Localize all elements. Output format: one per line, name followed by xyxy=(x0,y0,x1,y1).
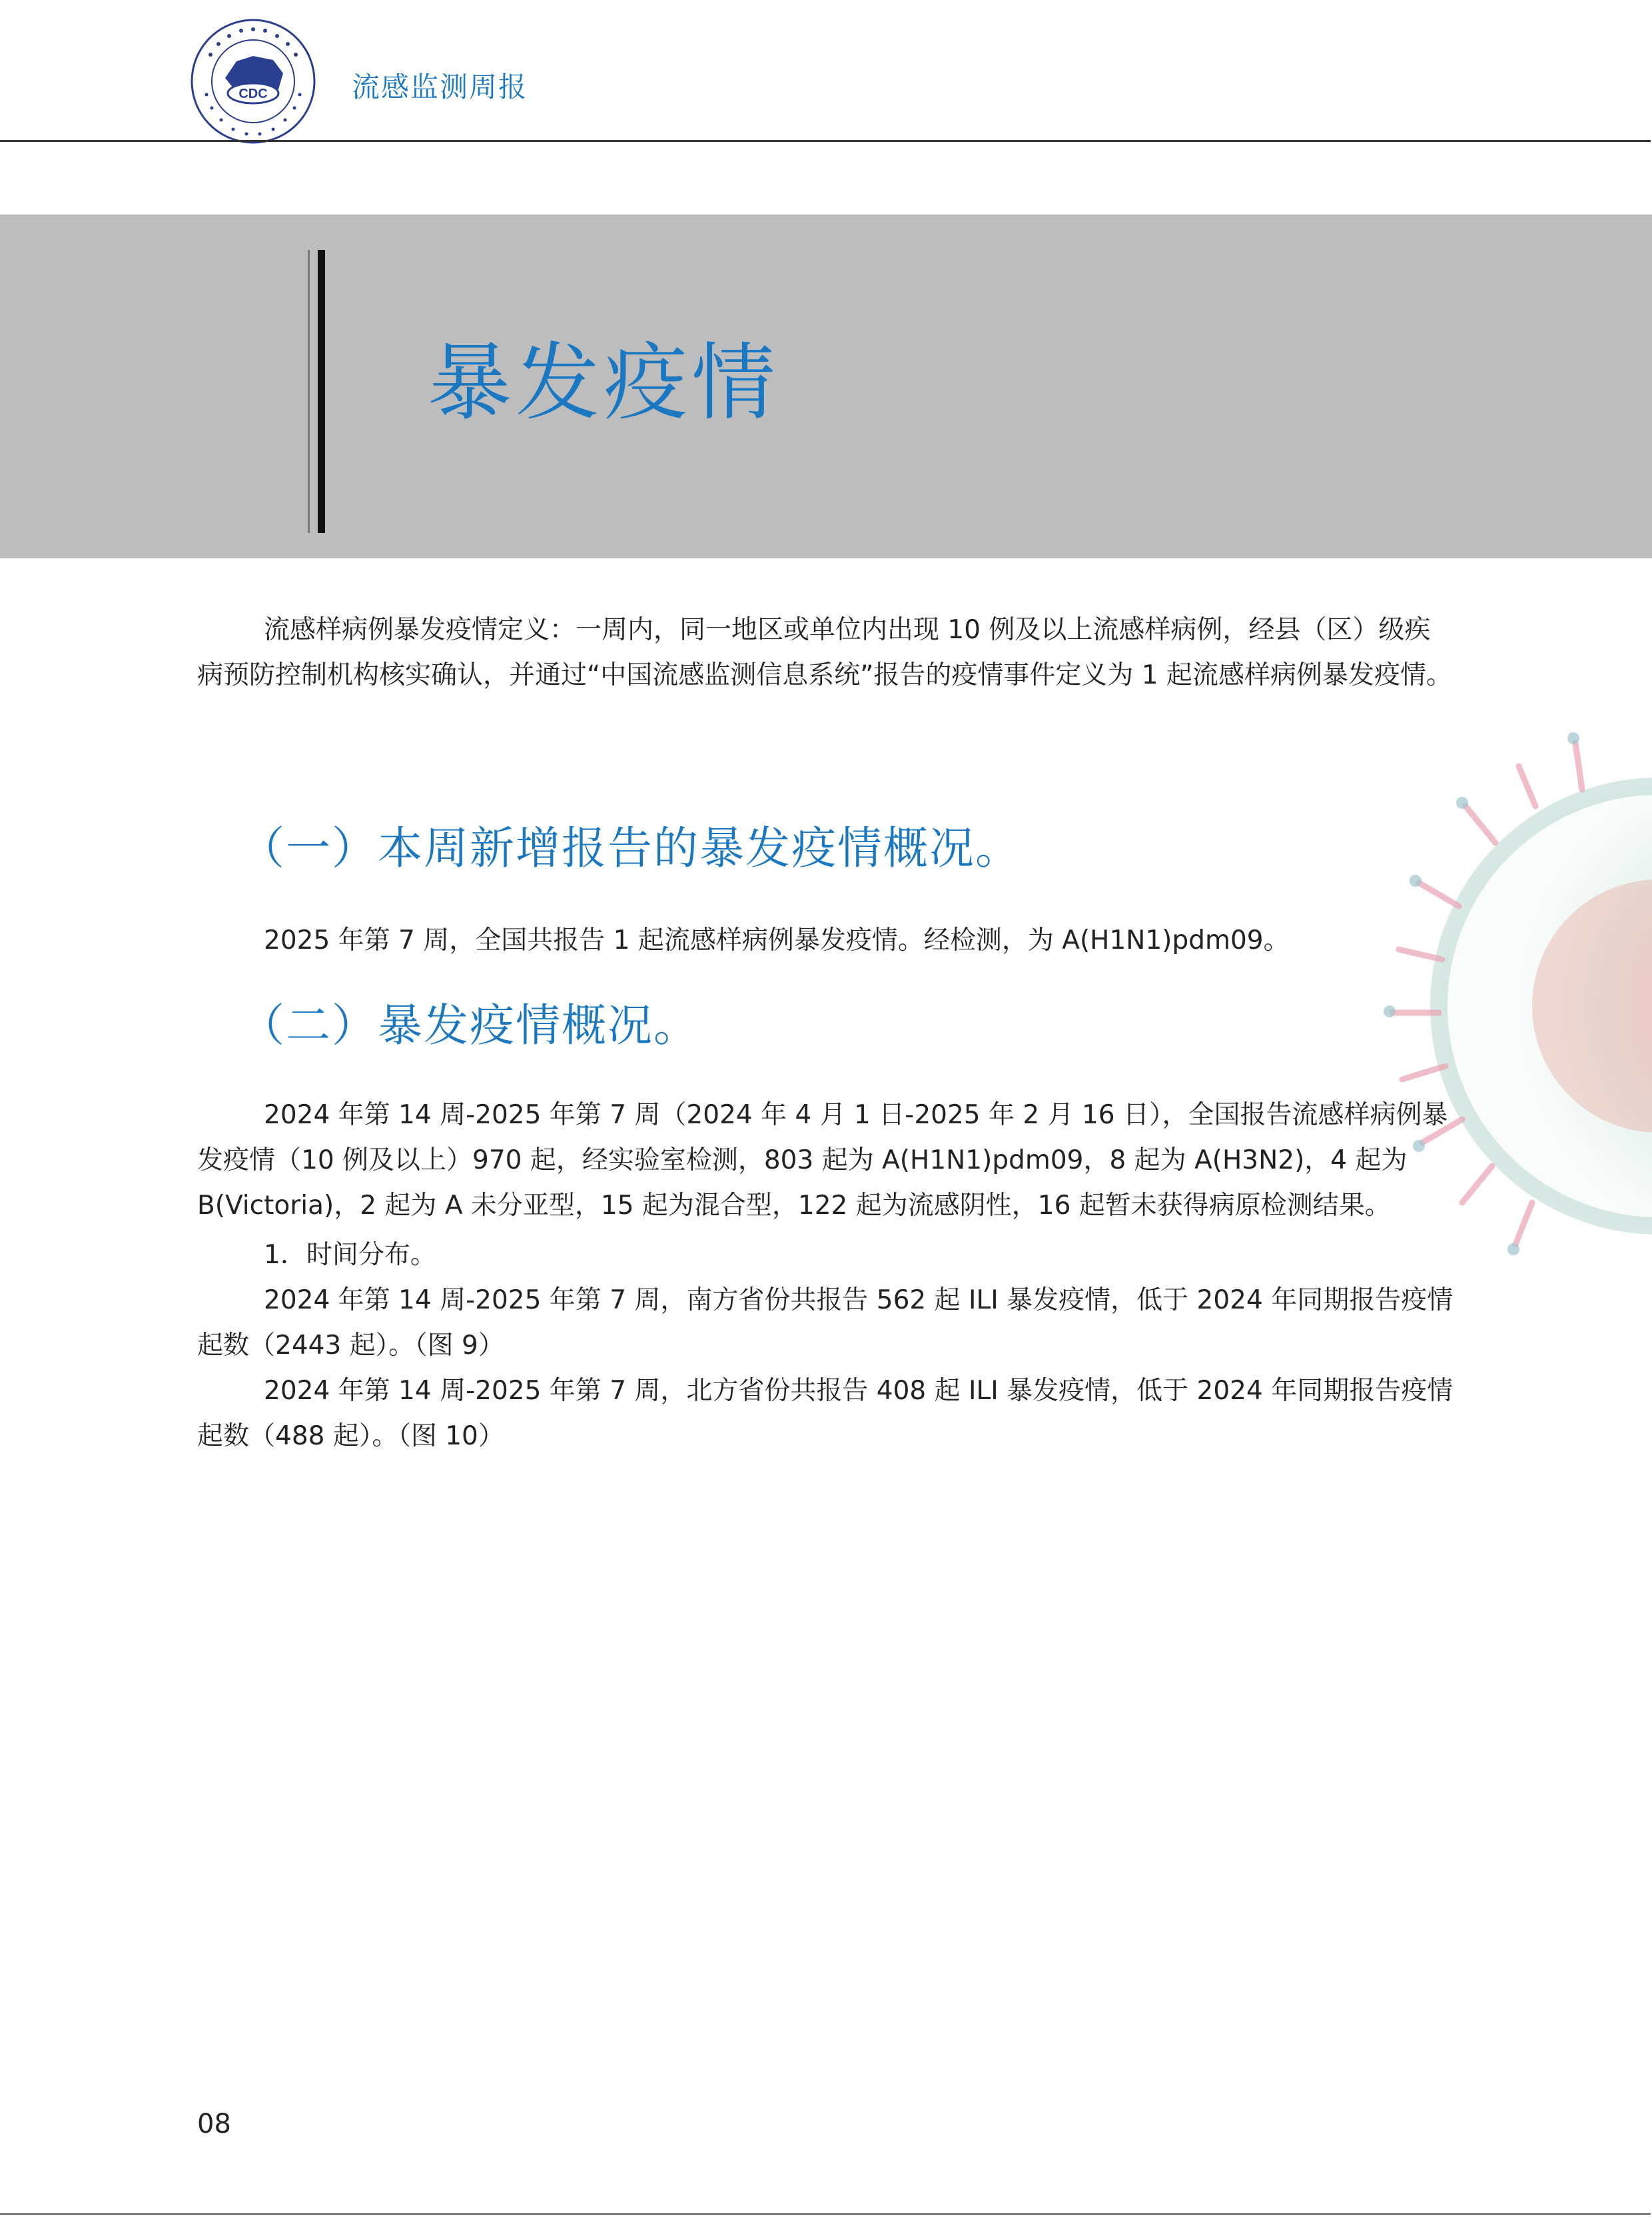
svg-text:CDC: CDC xyxy=(238,87,268,101)
section-1-heading: （一）本周新增报告的暴发疫情概况。 xyxy=(240,822,1021,874)
north-provinces-paragraph: 2024 年第 14 周-2025 年第 7 周，北方省份共报告 408 起 ILI 暴发疫情，低于 2024 年同期报告疫情起数（488 起）。（图 10） xyxy=(197,1376,1453,1451)
banner-title: 暴发疫情 xyxy=(428,334,779,432)
page-header xyxy=(0,0,1652,143)
header-divider xyxy=(0,140,1651,142)
south-provinces-paragraph: 2024 年第 14 周-2025 年第 7 周，南方省份共报告 562 起 ILI 暴发疫情，低于 2024 年同期报告疫情起数（2443 起）。（图 9） xyxy=(197,1285,1453,1361)
subsection-time-distribution: 1．时间分布。 xyxy=(264,1240,436,1270)
banner-accent-bar xyxy=(318,250,325,533)
report-title: 流感监测周报 xyxy=(352,71,528,103)
banner-accent-line xyxy=(308,250,310,533)
section-2-heading: （二）暴发疫情概况。 xyxy=(240,999,699,1051)
footer-divider xyxy=(0,2213,1651,2215)
section-banner xyxy=(0,215,1652,558)
page-number: 08 xyxy=(197,2109,231,2139)
section-1-paragraph: 2025 年第 7 周，全国共报告 1 起流感样病例暴发疫情。经检测，为 A(H1N1)pdm09。 xyxy=(264,925,1290,955)
cdc-logo-icon xyxy=(187,15,320,148)
summary-paragraph: 2024 年第 14 周-2025 年第 7 周（2024 年 4 月 1 日-2025 年 2 月 16 日），全国报告流感样病例暴发疫情（10 例及以上）970 起，经实验室检测，803 起为 A(H1N1)pdm09，8 起为 A(H3N2)，4 起为 B(Victoria)，2 起为 A 未分亚型，15 起为混合型，122 起为流感阴性，16 起暂未获得病原检测结果。 xyxy=(197,1100,1448,1221)
definition-paragraph: 流感样病例暴发疫情定义：一周内，同一地区或单位内出现 10 例及以上流感样病例，经县（区）级疾病预防控制机构核实确认，并通过“中国流感监测信息系统”报告的疫情事件定义为 1 起流感样病例暴发疫情。 xyxy=(197,615,1453,690)
